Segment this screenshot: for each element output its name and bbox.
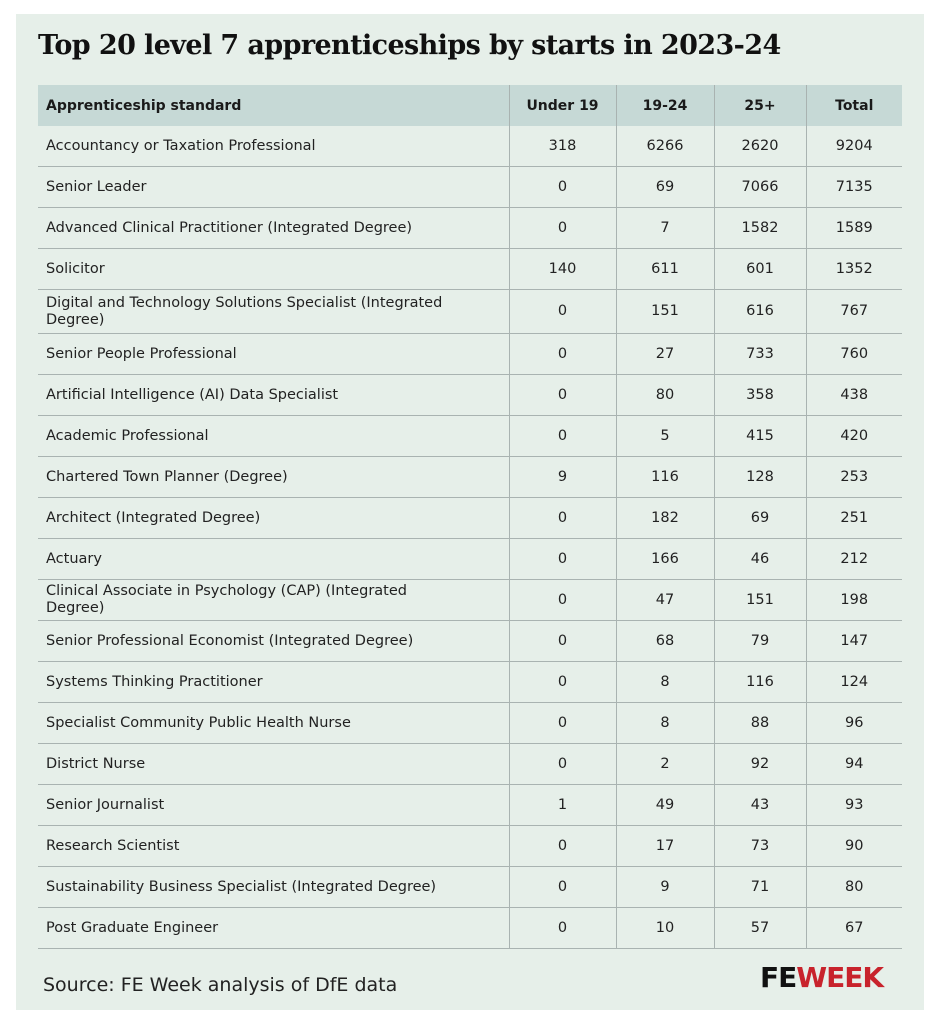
cell-under-19: 0 [509,167,616,208]
cell-25-plus: 57 [714,908,806,949]
table-row [38,249,902,290]
cell-standard: District Nurse [38,744,509,785]
cell-25-plus: 71 [714,867,806,908]
logo-week: WEEK [796,961,884,994]
table-row [38,744,902,785]
cell-25-plus: 601 [714,249,806,290]
cell-total: 420 [806,416,902,457]
table-row [38,126,902,167]
column-header-total: Total [806,85,902,126]
cell-standard: Post Graduate Engineer [38,908,509,949]
cell-total: 94 [806,744,902,785]
cell-25-plus: 128 [714,457,806,498]
cell-total: 124 [806,662,902,703]
cell-total: 147 [806,621,902,662]
cell-19-24: 6266 [616,126,714,167]
cell-19-24: 2 [616,744,714,785]
cell-under-19: 1 [509,785,616,826]
cell-total: 9204 [806,126,902,167]
cell-standard: Systems Thinking Practitioner [38,662,509,703]
cell-25-plus: 7066 [714,167,806,208]
cell-under-19: 0 [509,334,616,375]
cell-under-19: 0 [509,867,616,908]
cell-standard: Architect (Integrated Degree) [38,498,509,539]
table-row [38,457,902,498]
cell-25-plus: 116 [714,662,806,703]
table-header-row [38,85,902,126]
cell-25-plus: 79 [714,621,806,662]
cell-under-19: 0 [509,539,616,580]
cell-19-24: 69 [616,167,714,208]
cell-19-24: 611 [616,249,714,290]
cell-19-24: 49 [616,785,714,826]
cell-19-24: 9 [616,867,714,908]
cell-under-19: 0 [509,290,616,334]
cell-19-24: 10 [616,908,714,949]
fe-week-logo [760,962,883,994]
cell-25-plus: 46 [714,539,806,580]
cell-total: 251 [806,498,902,539]
cell-19-24: 5 [616,416,714,457]
table-row [38,703,902,744]
cell-total: 438 [806,375,902,416]
cell-total: 767 [806,290,902,334]
cell-total: 96 [806,703,902,744]
cell-under-19: 140 [509,249,616,290]
cell-25-plus: 69 [714,498,806,539]
cell-standard: Senior Leader [38,167,509,208]
source-note: Source: FE Week analysis of DfE data [43,974,398,996]
cell-total: 212 [806,539,902,580]
cell-standard: Actuary [38,539,509,580]
page-title: Top 20 level 7 apprenticeships by starts in 2023-24 [38,30,781,61]
column-header-under-19: Under 19 [509,85,616,126]
cell-under-19: 0 [509,621,616,662]
cell-under-19: 0 [509,416,616,457]
cell-19-24: 27 [616,334,714,375]
cell-under-19: 0 [509,908,616,949]
cell-19-24: 17 [616,826,714,867]
cell-25-plus: 733 [714,334,806,375]
column-header-standard: Apprenticeship standard [38,85,509,126]
column-header-19-24: 19-24 [616,85,714,126]
cell-19-24: 80 [616,375,714,416]
table-row [38,334,902,375]
cell-total: 760 [806,334,902,375]
cell-25-plus: 92 [714,744,806,785]
cell-standard: Advanced Clinical Practitioner (Integrated Degree) [38,208,509,249]
cell-standard: Senior People Professional [38,334,509,375]
cell-25-plus: 88 [714,703,806,744]
table-row [38,621,902,662]
apprenticeships-table [38,85,902,949]
table-row [38,785,902,826]
table-row [38,539,902,580]
cell-standard: Senior Professional Economist (Integrated Degree) [38,621,509,662]
cell-standard: Solicitor [38,249,509,290]
table-row [38,867,902,908]
cell-standard: Accountancy or Taxation Professional [38,126,509,167]
cell-under-19: 0 [509,744,616,785]
cell-19-24: 8 [616,703,714,744]
cell-standard: Artificial Intelligence (AI) Data Specialist [38,375,509,416]
table-row [38,375,902,416]
cell-standard: Clinical Associate in Psychology (CAP) (Integrated Degree) [38,580,509,621]
cell-under-19: 0 [509,375,616,416]
cell-under-19: 9 [509,457,616,498]
cell-total: 1589 [806,208,902,249]
cell-total: 7135 [806,167,902,208]
cell-standard: Chartered Town Planner (Degree) [38,457,509,498]
cell-total: 80 [806,867,902,908]
table-row [38,826,902,867]
cell-25-plus: 43 [714,785,806,826]
cell-19-24: 151 [616,290,714,334]
table-row [38,208,902,249]
cell-total: 1352 [806,249,902,290]
cell-25-plus: 616 [714,290,806,334]
cell-standard: Specialist Community Public Health Nurse [38,703,509,744]
cell-25-plus: 151 [714,580,806,621]
cell-total: 90 [806,826,902,867]
cell-total: 93 [806,785,902,826]
cell-standard: Senior Journalist [38,785,509,826]
cell-19-24: 8 [616,662,714,703]
table-row [38,498,902,539]
table-row [38,290,902,334]
logo-fe: FE [760,961,797,994]
cell-25-plus: 2620 [714,126,806,167]
cell-under-19: 0 [509,498,616,539]
cell-under-19: 0 [509,662,616,703]
cell-25-plus: 415 [714,416,806,457]
cell-25-plus: 358 [714,375,806,416]
cell-under-19: 0 [509,208,616,249]
table-row [38,167,902,208]
cell-19-24: 182 [616,498,714,539]
column-header-25-plus: 25+ [714,85,806,126]
cell-total: 67 [806,908,902,949]
cell-19-24: 7 [616,208,714,249]
cell-19-24: 47 [616,580,714,621]
cell-standard: Academic Professional [38,416,509,457]
cell-19-24: 166 [616,539,714,580]
cell-25-plus: 1582 [714,208,806,249]
cell-19-24: 116 [616,457,714,498]
cell-25-plus: 73 [714,826,806,867]
table-row [38,416,902,457]
table-row [38,908,902,949]
cell-under-19: 0 [509,580,616,621]
cell-19-24: 68 [616,621,714,662]
cell-standard: Digital and Technology Solutions Specialist (Integrated Degree) [38,290,509,334]
cell-total: 198 [806,580,902,621]
cell-standard: Sustainability Business Specialist (Integrated Degree) [38,867,509,908]
cell-under-19: 0 [509,826,616,867]
cell-total: 253 [806,457,902,498]
table-row [38,580,902,621]
table-row [38,662,902,703]
cell-under-19: 318 [509,126,616,167]
cell-standard: Research Scientist [38,826,509,867]
table-body [38,126,902,949]
cell-under-19: 0 [509,703,616,744]
